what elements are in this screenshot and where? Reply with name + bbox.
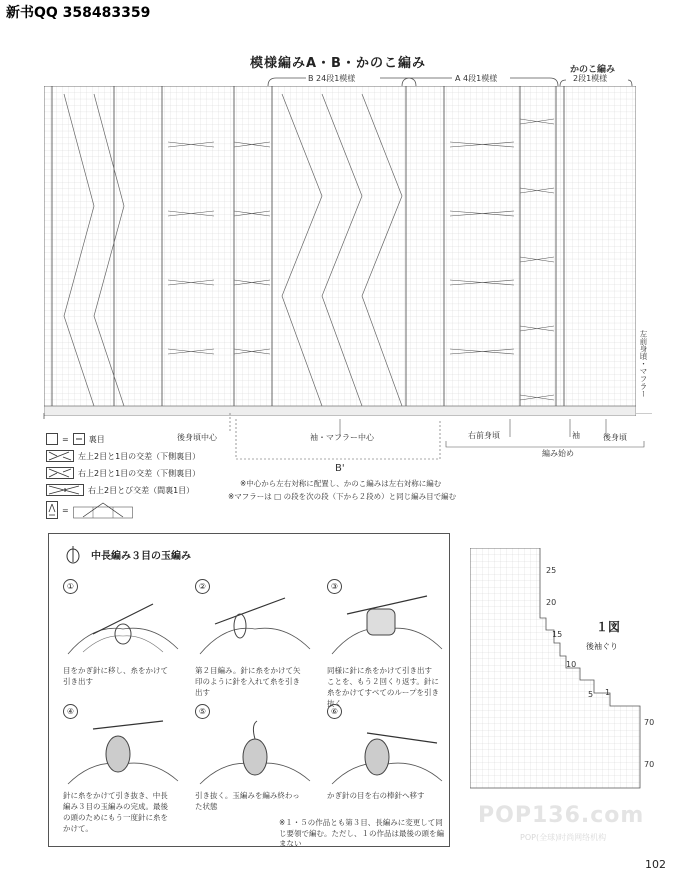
step-4-number: ④ xyxy=(63,704,78,719)
label-back-center: 後身頃中心 xyxy=(177,433,217,442)
section-b-label: B 24段1模様 xyxy=(308,74,356,83)
watermark-text: POP136.com xyxy=(478,803,645,828)
howto-header xyxy=(63,544,191,564)
fig1-row-5: 5 xyxy=(588,690,594,699)
label-sleeve: 袖 xyxy=(572,431,580,440)
legend-item-bobble: = xyxy=(46,501,200,519)
legend-item-cross-1 xyxy=(46,450,200,462)
step-5-illustration xyxy=(195,719,313,787)
fig1-row-10: 10 xyxy=(566,660,577,669)
legend-text-cross-3: 右上2目とび交差（間裏1目） xyxy=(88,485,195,495)
legend-text-cross-2: 右上2目と1目の交差（下側裏目） xyxy=(78,468,201,478)
figure1-sub: 後袖ぐり xyxy=(586,642,618,651)
corner-label: 新书QQ 358483359 xyxy=(6,5,151,21)
figure1-chart xyxy=(470,548,646,790)
fig1-row-1: 1 xyxy=(605,688,611,697)
section-a-label: A 4段1模様 xyxy=(455,74,498,83)
step-2-illustration xyxy=(195,594,313,662)
kanoko-sub: 2段1模様 xyxy=(573,74,608,83)
step-3-number: ③ xyxy=(327,579,342,594)
bobble-diagram-icon xyxy=(73,501,133,519)
page-number: 102 xyxy=(645,858,666,871)
howto-box xyxy=(48,533,450,847)
fig1-row-25: 25 xyxy=(546,566,557,575)
step-6-illustration xyxy=(327,719,445,787)
step-5-caption: 引き抜く。玉編みを編み終わった状態 xyxy=(195,791,300,811)
symbol-legend xyxy=(46,433,200,519)
legend-item-cross-3 xyxy=(46,484,200,496)
empty-cell-icon xyxy=(46,433,58,445)
legend-text-purl: 裏目 xyxy=(88,434,105,444)
watermark-sub: POP(全球)时尚网络机构 xyxy=(520,833,607,842)
legend-text-cross-1: 左上2目と1目の交差（下側裏目） xyxy=(78,451,201,461)
main-knitting-chart xyxy=(44,86,636,416)
step-6-number: ⑥ xyxy=(327,704,342,719)
step-1 xyxy=(63,579,181,688)
legend-item-cross-2 xyxy=(46,467,200,479)
step-3 xyxy=(327,579,445,710)
step-3-illustration xyxy=(327,594,445,662)
step-2 xyxy=(195,579,313,699)
label-right-front: 右前身頃 xyxy=(468,431,500,440)
step-6 xyxy=(327,704,445,802)
label-back: 後身頃 xyxy=(603,433,627,442)
step-4 xyxy=(63,704,181,835)
cross-right-icon xyxy=(46,467,74,479)
fig1-row-70b: 70 xyxy=(644,760,655,769)
label-cast-on: 編み始め xyxy=(542,449,574,458)
label-b-prime: B' xyxy=(335,463,345,474)
step-5 xyxy=(195,704,313,813)
note-2: ※マフラーは □ の段を次の段（下から２段め）と同じ編み目で編む xyxy=(228,492,457,501)
step-4-illustration xyxy=(63,719,181,787)
step-2-number: ② xyxy=(195,579,210,594)
kanoko-title: かのこ編み xyxy=(570,65,616,75)
step-1-number: ① xyxy=(63,579,78,594)
howto-title: 中長編み３目の玉編み xyxy=(91,550,191,562)
label-sleeve-center: 袖・マフラー中心 xyxy=(310,433,374,442)
step-1-illustration xyxy=(63,594,181,662)
figure1-label: １図 xyxy=(596,620,621,634)
step-5-number: ⑤ xyxy=(195,704,210,719)
cross-skip-icon xyxy=(46,484,84,496)
step-3-caption: 同様に針に糸をかけて引き出すことを、もう２回くり返す。針に糸をかけてすべてのループを引き抜く xyxy=(327,666,439,708)
step-4-caption: 針に糸をかけて引き抜き、中長編み３目の玉編みの完成。最後の頭のためにもう一度針に糸をかけて。 xyxy=(63,791,168,833)
page-title: 模様編みA・B・かのこ編み xyxy=(250,56,426,71)
fig1-row-20: 20 xyxy=(546,598,557,607)
step-2-caption: 第２目編み。針に糸をかけて矢印のように針を入れて糸を引き出す xyxy=(195,666,301,697)
fig1-row-15: 15 xyxy=(552,630,563,639)
legend-item-purl: = 裏目 xyxy=(46,433,200,445)
step-1-caption: 目をかぎ針に移し、糸をかけて引き出す xyxy=(63,666,168,686)
step-6-caption: かぎ針の目を右の棒針へ移す xyxy=(327,791,425,800)
bobble-symbol-icon xyxy=(46,501,58,519)
crochet-hook-icon xyxy=(63,544,83,564)
note-1: ※中心から左右対称に配置し、かのこ編みは左右対称に編む xyxy=(240,479,442,488)
label-left-front-vertical: 左前身頃・マフラー xyxy=(639,330,648,398)
purl-dash-icon xyxy=(73,433,85,445)
fig1-row-70a: 70 xyxy=(644,718,655,727)
howto-bottom-note: ※１・５の作品とも第３目、長編みに変更して同じ要領で編む。ただし、１の作品は最後の頭を編まない xyxy=(279,818,444,848)
cross-left-icon xyxy=(46,450,74,462)
